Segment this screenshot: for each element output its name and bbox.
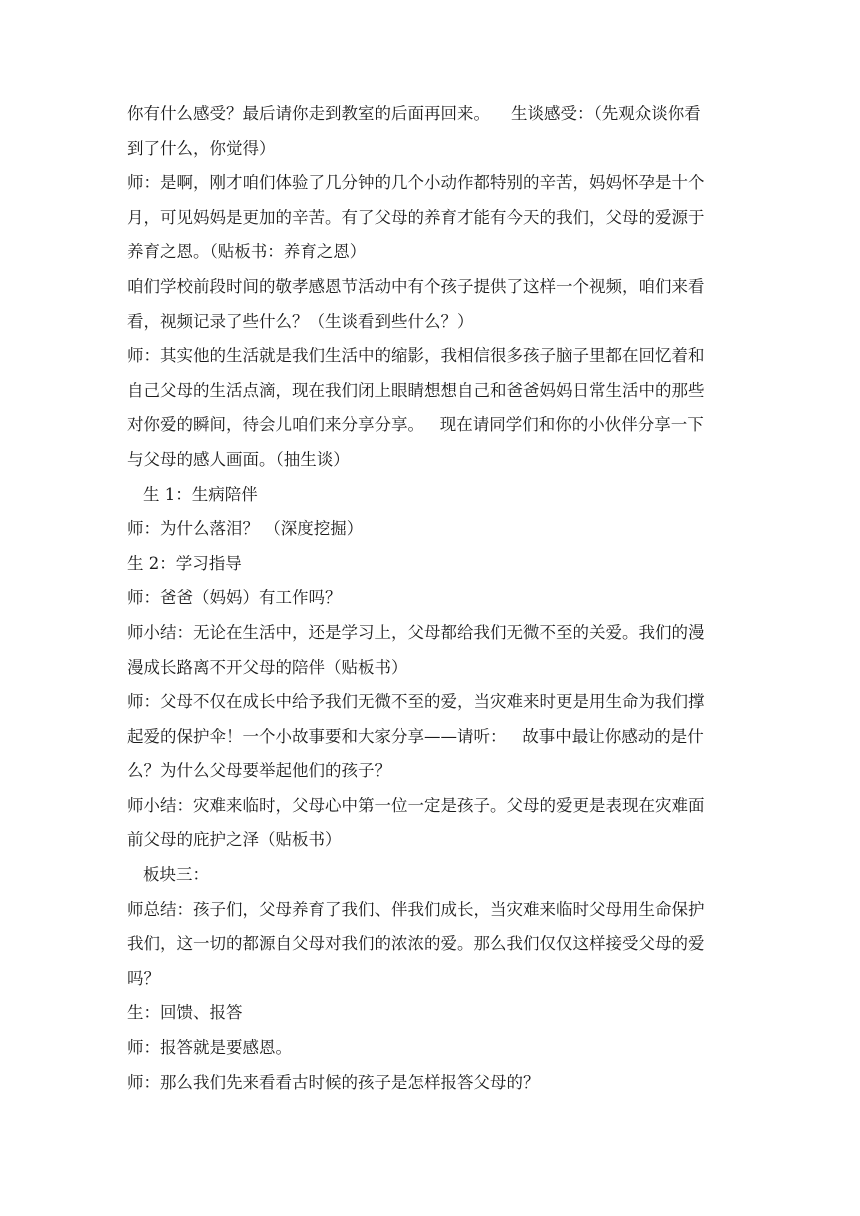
text-line: 生 2：学习指导 [127, 553, 242, 573]
text-line: 到了什么，你觉得） [127, 138, 276, 158]
text-line: 师小结：无论在生活中，还是学习上，父母都给我们无微不至的关爱。我们的漫 [127, 622, 705, 642]
text-line: 师小结：灾难来临时，父母心中第一位一定是孩子。父母的爱更是表现在灾难面 [127, 795, 705, 815]
section-heading: 板块三： [143, 865, 209, 885]
text-line: 吗？ [127, 968, 160, 988]
text-line: 生 1：生病陪伴 [143, 484, 258, 504]
text-line: 师：爸爸（妈妈）有工作吗？ [127, 588, 342, 608]
text-line: 么？为什么父母要举起他们的孩子？ [127, 761, 391, 781]
text-line: 前父母的庇护之泽（贴板书） [127, 830, 342, 850]
text-line: 与父母的感人画面。（抽生谈） [127, 449, 350, 469]
text-line: 咱们学校前段时间的敬孝感恩节活动中有个孩子提供了这样一个视频，咱们来看 [127, 276, 705, 296]
text-line: 我们，这一切的都源自父母对我们的浓浓的爱。那么我们仅仅这样接受父母的爱 [127, 934, 705, 954]
text-line: 起爱的保护伞！一个小故事要和大家分享——请听： 故事中最让你感动的是什 [127, 726, 704, 746]
text-line: 师：是啊，刚才咱们体验了几分钟的几个小动作都特别的辛苦，妈妈怀孕是十个 [127, 173, 705, 193]
text-line: 师：其实他的生活就是我们生活中的缩影，我相信很多孩子脑子里都在回忆着和 [127, 346, 705, 366]
text-line: 师：那么我们先来看看古时候的孩子是怎样报答父母的？ [127, 1072, 540, 1092]
text-line: 师总结：孩子们，父母养育了我们、伴我们成长，当灾难来临时父母用生命保护 [127, 899, 705, 919]
text-line: 养育之恩。（贴板书：养育之恩） [127, 242, 367, 262]
text-line: 师：为什么落泪？ （深度挖掘） [127, 519, 364, 539]
text-line: 看，视频记录了些什么？（生谈看到些什么？） [127, 311, 474, 331]
text-line: 自己父母的生活点滴，现在我们闭上眼睛想想自己和爸爸妈妈日常生活中的那些 [127, 380, 705, 400]
text-line: 对你爱的瞬间，待会儿咱们来分享分享。 现在请同学们和你的小伙伴分享一下 [127, 415, 704, 435]
text-line: 月，可见妈妈是更加的辛苦。有了父母的养育才能有今天的我们，父母的爱源于 [127, 207, 705, 227]
document-body [127, 97, 747, 1100]
text-line: 你有什么感受？最后请你走到教室的后面再回来。 生谈感受：（先观众谈你看 [127, 104, 701, 123]
text-line: 生：回馈、报答 [127, 1003, 243, 1023]
text-line: 漫成长路离不开父母的陪伴（贴板书） [127, 657, 408, 677]
text-line: 师：父母不仅在成长中给予我们无微不至的爱，当灾难来时更是用生命为我们撑 [127, 692, 705, 712]
text-line: 师：报答就是要感恩。 [127, 1038, 292, 1058]
